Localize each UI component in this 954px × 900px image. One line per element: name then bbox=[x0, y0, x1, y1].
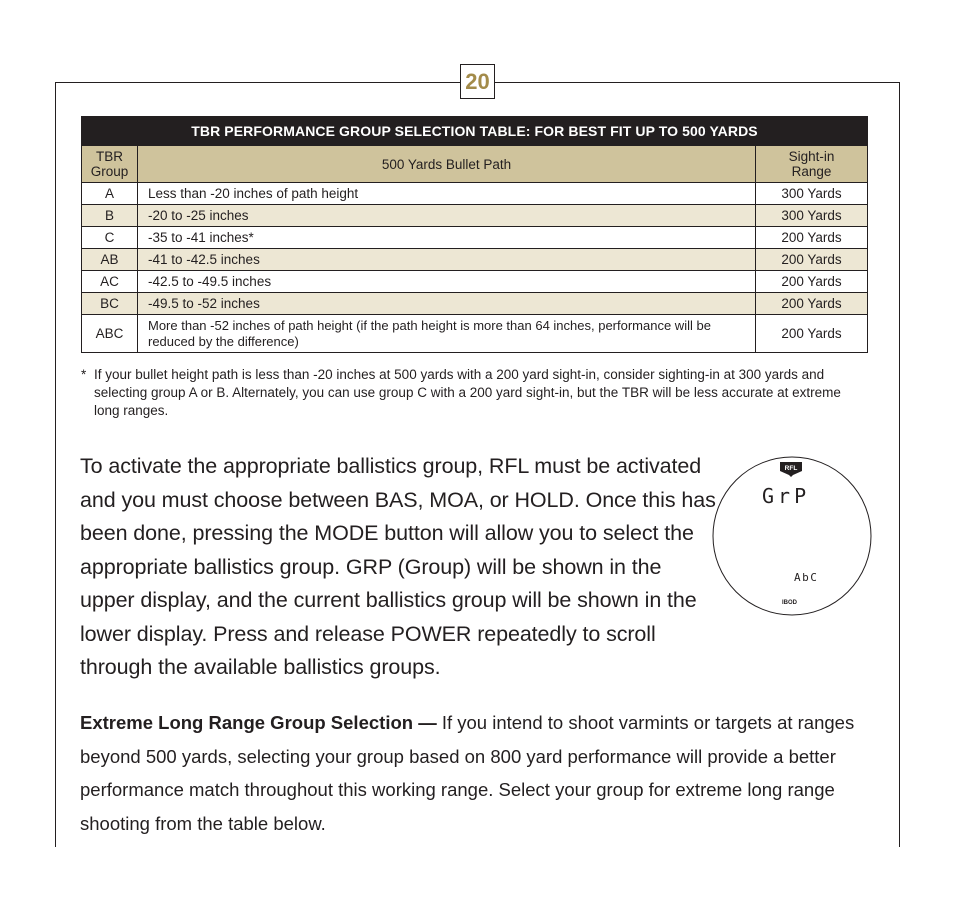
table-row bbox=[82, 227, 868, 249]
cell-group: ABC bbox=[82, 315, 138, 353]
cell-path: -42.5 to -49.5 inches bbox=[138, 271, 756, 293]
header-path: 500 Yards Bullet Path bbox=[138, 146, 756, 183]
cell-range: 200 Yards bbox=[756, 249, 868, 271]
cell-group: A bbox=[82, 183, 138, 205]
table-row bbox=[82, 205, 868, 227]
rfl-badge-label: RFL bbox=[784, 465, 798, 472]
cell-range: 200 Yards bbox=[756, 271, 868, 293]
cell-range: 200 Yards bbox=[756, 227, 868, 249]
table-title-row bbox=[82, 117, 868, 146]
page-frame-top-right bbox=[495, 82, 900, 83]
units-indicator: IBOD bbox=[782, 600, 797, 606]
cell-range: 200 Yards bbox=[756, 315, 868, 353]
footnote-marker: * bbox=[81, 367, 87, 382]
table-row bbox=[82, 315, 868, 353]
upper-display-text: GrP bbox=[762, 484, 811, 508]
table-row bbox=[82, 183, 868, 205]
lower-display-text: AbC bbox=[794, 571, 819, 584]
rangefinder-display-illustration bbox=[712, 456, 872, 616]
page-frame-top-left bbox=[55, 82, 460, 83]
cell-path: Less than -20 inches of path height bbox=[138, 183, 756, 205]
footnote-text: If your bullet height path is less than -20 inches at 500 yards with a 200 yard sight-in, consider sighting-in at 300 yards and selecting group A or B. Alternately, you can use group C with a 200 yard sight-in, but the TBR will be less accurate at extreme long ranges. bbox=[94, 367, 841, 418]
table-row bbox=[82, 249, 868, 271]
cell-group: AC bbox=[82, 271, 138, 293]
page-frame-left bbox=[55, 82, 56, 847]
header-range: Sight-in Range bbox=[756, 146, 868, 183]
table-header-row bbox=[82, 146, 868, 183]
display-circle bbox=[713, 457, 871, 615]
cell-range: 300 Yards bbox=[756, 205, 868, 227]
table-title: TBR PERFORMANCE GROUP SELECTION TABLE: FOR BEST FIT UP TO 500 YARDS bbox=[82, 117, 868, 146]
table-row bbox=[82, 293, 868, 315]
header-group: TBR Group bbox=[82, 146, 138, 183]
table-footnote bbox=[81, 366, 861, 420]
cell-range: 200 Yards bbox=[756, 293, 868, 315]
cell-path: -49.5 to -52 inches bbox=[138, 293, 756, 315]
long-range-paragraph bbox=[80, 706, 880, 840]
table-row bbox=[82, 271, 868, 293]
cell-path: -35 to -41 inches* bbox=[138, 227, 756, 249]
cell-path: -41 to -42.5 inches bbox=[138, 249, 756, 271]
cell-group: B bbox=[82, 205, 138, 227]
long-range-heading: Extreme Long Range Group Selection — bbox=[80, 712, 437, 733]
cell-group: C bbox=[82, 227, 138, 249]
instructions-paragraph: To activate the appropriate ballistics group, RFL must be activated and you must choose between BAS, MOA, or HOLD. Once this has been done, pressing the MODE button will allow you to select the appropriate ballistics group. GRP (Group) will be shown in the upper display, and the current ballistics group will be shown in the lower display. Press and release POWER repeatedly to scroll through the available ballistics groups. bbox=[80, 454, 716, 679]
long-range-text: If you intend to shoot varmints or targets at ranges beyond 500 yards, selecting your group based on 800 yard performance will provide a better performance match throughout this working range. Select your group for extreme long range shooting from the table below. bbox=[80, 712, 855, 834]
page-frame-right bbox=[899, 82, 900, 847]
cell-range: 300 Yards bbox=[756, 183, 868, 205]
cell-path: -20 to -25 inches bbox=[138, 205, 756, 227]
page-number: 20 bbox=[460, 64, 495, 99]
cell-group: AB bbox=[82, 249, 138, 271]
cell-path: More than -52 inches of path height (if the path height is more than 64 inches, performance will be reduced by the difference) bbox=[138, 315, 756, 353]
tbr-group-table bbox=[81, 116, 868, 353]
cell-group: BC bbox=[82, 293, 138, 315]
